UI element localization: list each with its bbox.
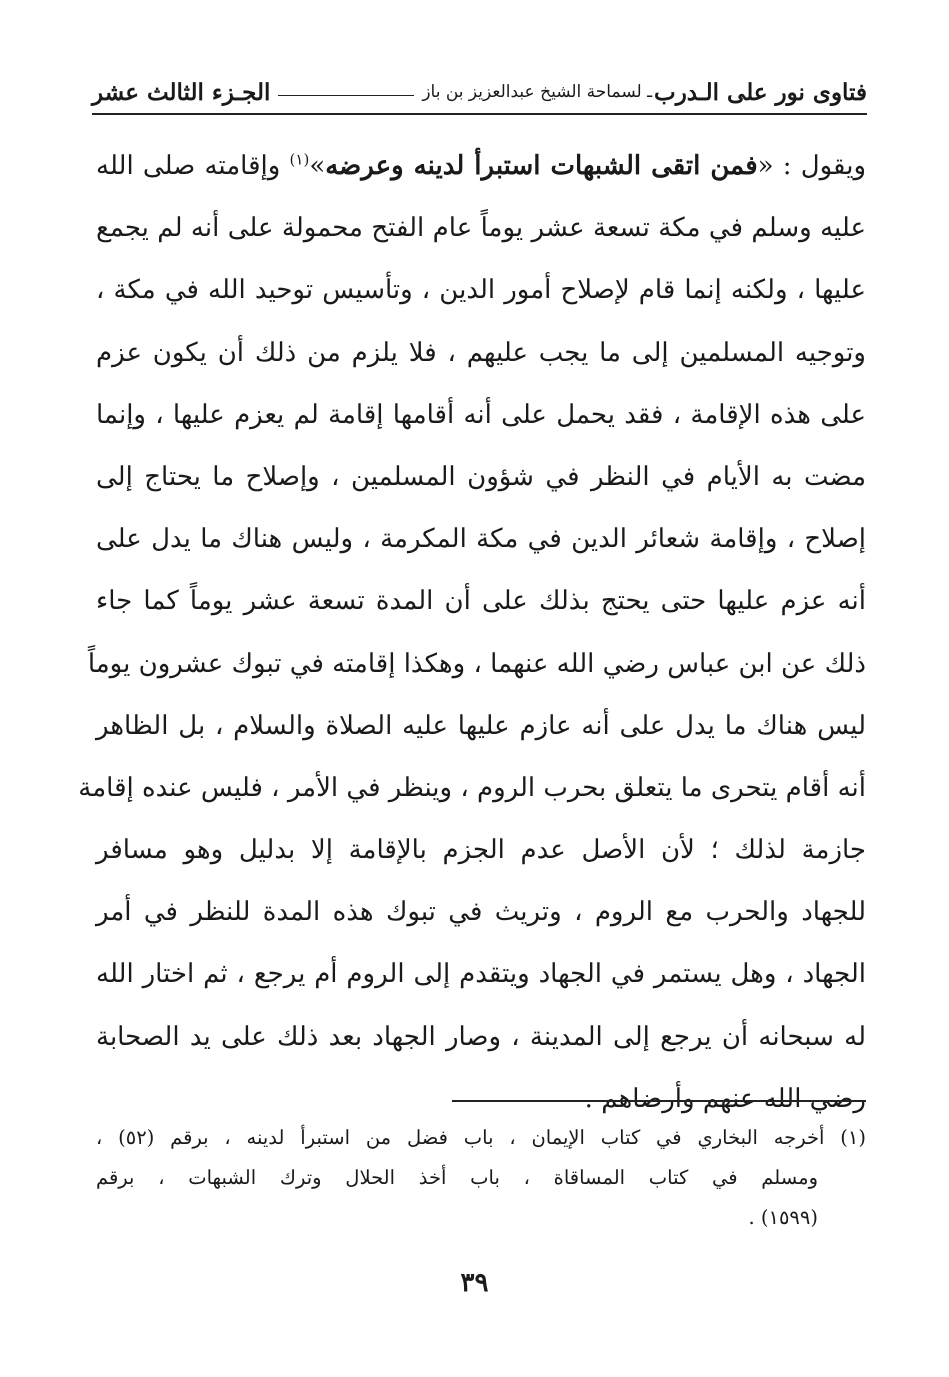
header-rule <box>92 113 867 115</box>
footnote-reference[interactable]: (١) <box>289 150 310 169</box>
body-line: جازمة لذلك ؛ لأن الأصل عدم الجزم بالإقامة إلا بدليل وهو مسافر <box>96 835 866 866</box>
body-line: رضي الله عنهم وأرضاهم . <box>584 1083 866 1114</box>
hadith-quote: فمن اتقى الشبهات استبرأ لدينه وعرضه <box>325 151 758 181</box>
body-line: ليس هناك ما يدل على أنه عازم عليها عليه الصلاة والسلام ، بل الظاهر <box>96 710 866 741</box>
body-line: له سبحانه أن يرجع إلى المدينة ، وصار الجهاد بعد ذلك على يد الصحابة <box>96 1021 866 1052</box>
body-line: أنه عزم عليها حتى يحتج بذلك على أن المدة تسعة عشر يوماً كما جاء <box>96 586 866 617</box>
body-line <box>96 135 866 197</box>
body-line: الجهاد ، وهل يستمر في الجهاد ويتقدم إلى الروم أم يرجع ، ثم اختار الله <box>96 959 866 990</box>
body-line: مضت به الأيام في النظر في شؤون المسلمين ، وإصلاح ما يحتاج إلى <box>96 461 866 492</box>
footnote-line: (١٥٩٩) . <box>748 1206 818 1229</box>
body-line: عليها ، ولكنه إنما قام لإصلاح أمور الدين ، وتأسيس توحيد الله في مكة ، <box>96 275 866 306</box>
body-text <box>78 135 867 1130</box>
footnote-line: (١) أخرجه البخاري في كتاب الإيمان ، باب فضل من استبرأ لدينه ، برقم (٥٢) ، <box>96 1126 866 1149</box>
body-line: وتوجيه المسلمين إلى ما يجب عليهم ، فلا يلزم من ذلك أن يكون عزم <box>96 337 866 368</box>
body-line-pre: ويقول : « <box>757 151 867 181</box>
footnote-separator <box>452 1100 866 1102</box>
body-line: أنه أقام يتحرى ما يتعلق بحرب الروم ، وينظر في الأمر ، فليس عنده إقامة <box>78 772 866 803</box>
running-header <box>92 72 867 112</box>
header-dash-rule <box>278 95 414 96</box>
footnote-line: ومسلم في كتاب المساقاة ، باب أخذ الحلال وترك الشبهات ، برقم <box>96 1166 818 1189</box>
page-number: ٣٩ <box>460 1268 489 1298</box>
body-line: للجهاد والحرب مع الروم ، وتريث في تبوك هذه المدة للنظر في أمر <box>96 897 866 928</box>
body-line: إصلاح ، وإقامة شعائر الدين في مكة المكرمة ، وليس هناك ما يدل على <box>96 524 866 555</box>
body-line: ذلك عن ابن عباس رضي الله عنهما ، وهكذا إقامته في تبوك عشرون يوماً <box>87 648 866 679</box>
body-line-tail: وإقامته صلى الله <box>96 151 290 181</box>
author-name: ـ لسماحة الشيخ عبدالعزيز بن باز <box>422 82 653 102</box>
book-title: فتاوى نور على الـدرب <box>654 78 867 106</box>
body-line: عليه وسلم في مكة تسعة عشر يوماً عام الفتح محمولة على أنه لم يجمع <box>96 213 866 244</box>
body-line-post: » <box>309 151 326 181</box>
body-line: على هذه الإقامة ، فقد يحمل على أنه أقامها إقامة لم يعزم عليها ، وإنما <box>96 399 866 430</box>
volume-label: الجـزء الثالث عشر <box>92 78 271 106</box>
footnotes <box>96 1118 866 1238</box>
